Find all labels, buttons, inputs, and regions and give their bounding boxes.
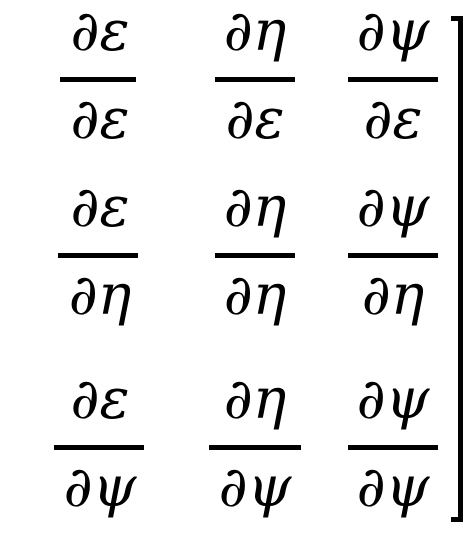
numerator: ∂η [223, 367, 287, 432]
denominator: ∂η [361, 263, 425, 328]
right-bracket [451, 16, 463, 522]
denominator: ∂η [223, 263, 287, 328]
denominator: ∂η [68, 263, 132, 328]
numerator: ∂ψ [356, 0, 430, 64]
numerator: ∂ψ [356, 175, 430, 240]
numerator: ∂ψ [356, 367, 430, 432]
fraction-bar [60, 77, 136, 82]
denominator: ∂ε [363, 87, 423, 152]
fraction-bar [58, 253, 138, 258]
fraction-bar [54, 445, 144, 450]
fraction-bar [209, 445, 301, 450]
fraction-bar [348, 77, 438, 82]
fraction-bar [215, 253, 295, 258]
denominator: ∂ψ [356, 455, 430, 520]
numerator: ∂ε [70, 175, 130, 240]
denominator: ∂ε [70, 87, 130, 152]
numerator: ∂η [223, 175, 287, 240]
fraction-bar [348, 253, 438, 258]
denominator: ∂ε [225, 87, 285, 152]
numerator: ∂ε [70, 367, 130, 432]
fraction-bar [348, 445, 438, 450]
numerator: ∂η [223, 0, 287, 64]
numerator: ∂ε [70, 0, 130, 64]
denominator: ∂ψ [63, 455, 137, 520]
fraction-bar [215, 77, 295, 82]
denominator: ∂ψ [218, 455, 292, 520]
